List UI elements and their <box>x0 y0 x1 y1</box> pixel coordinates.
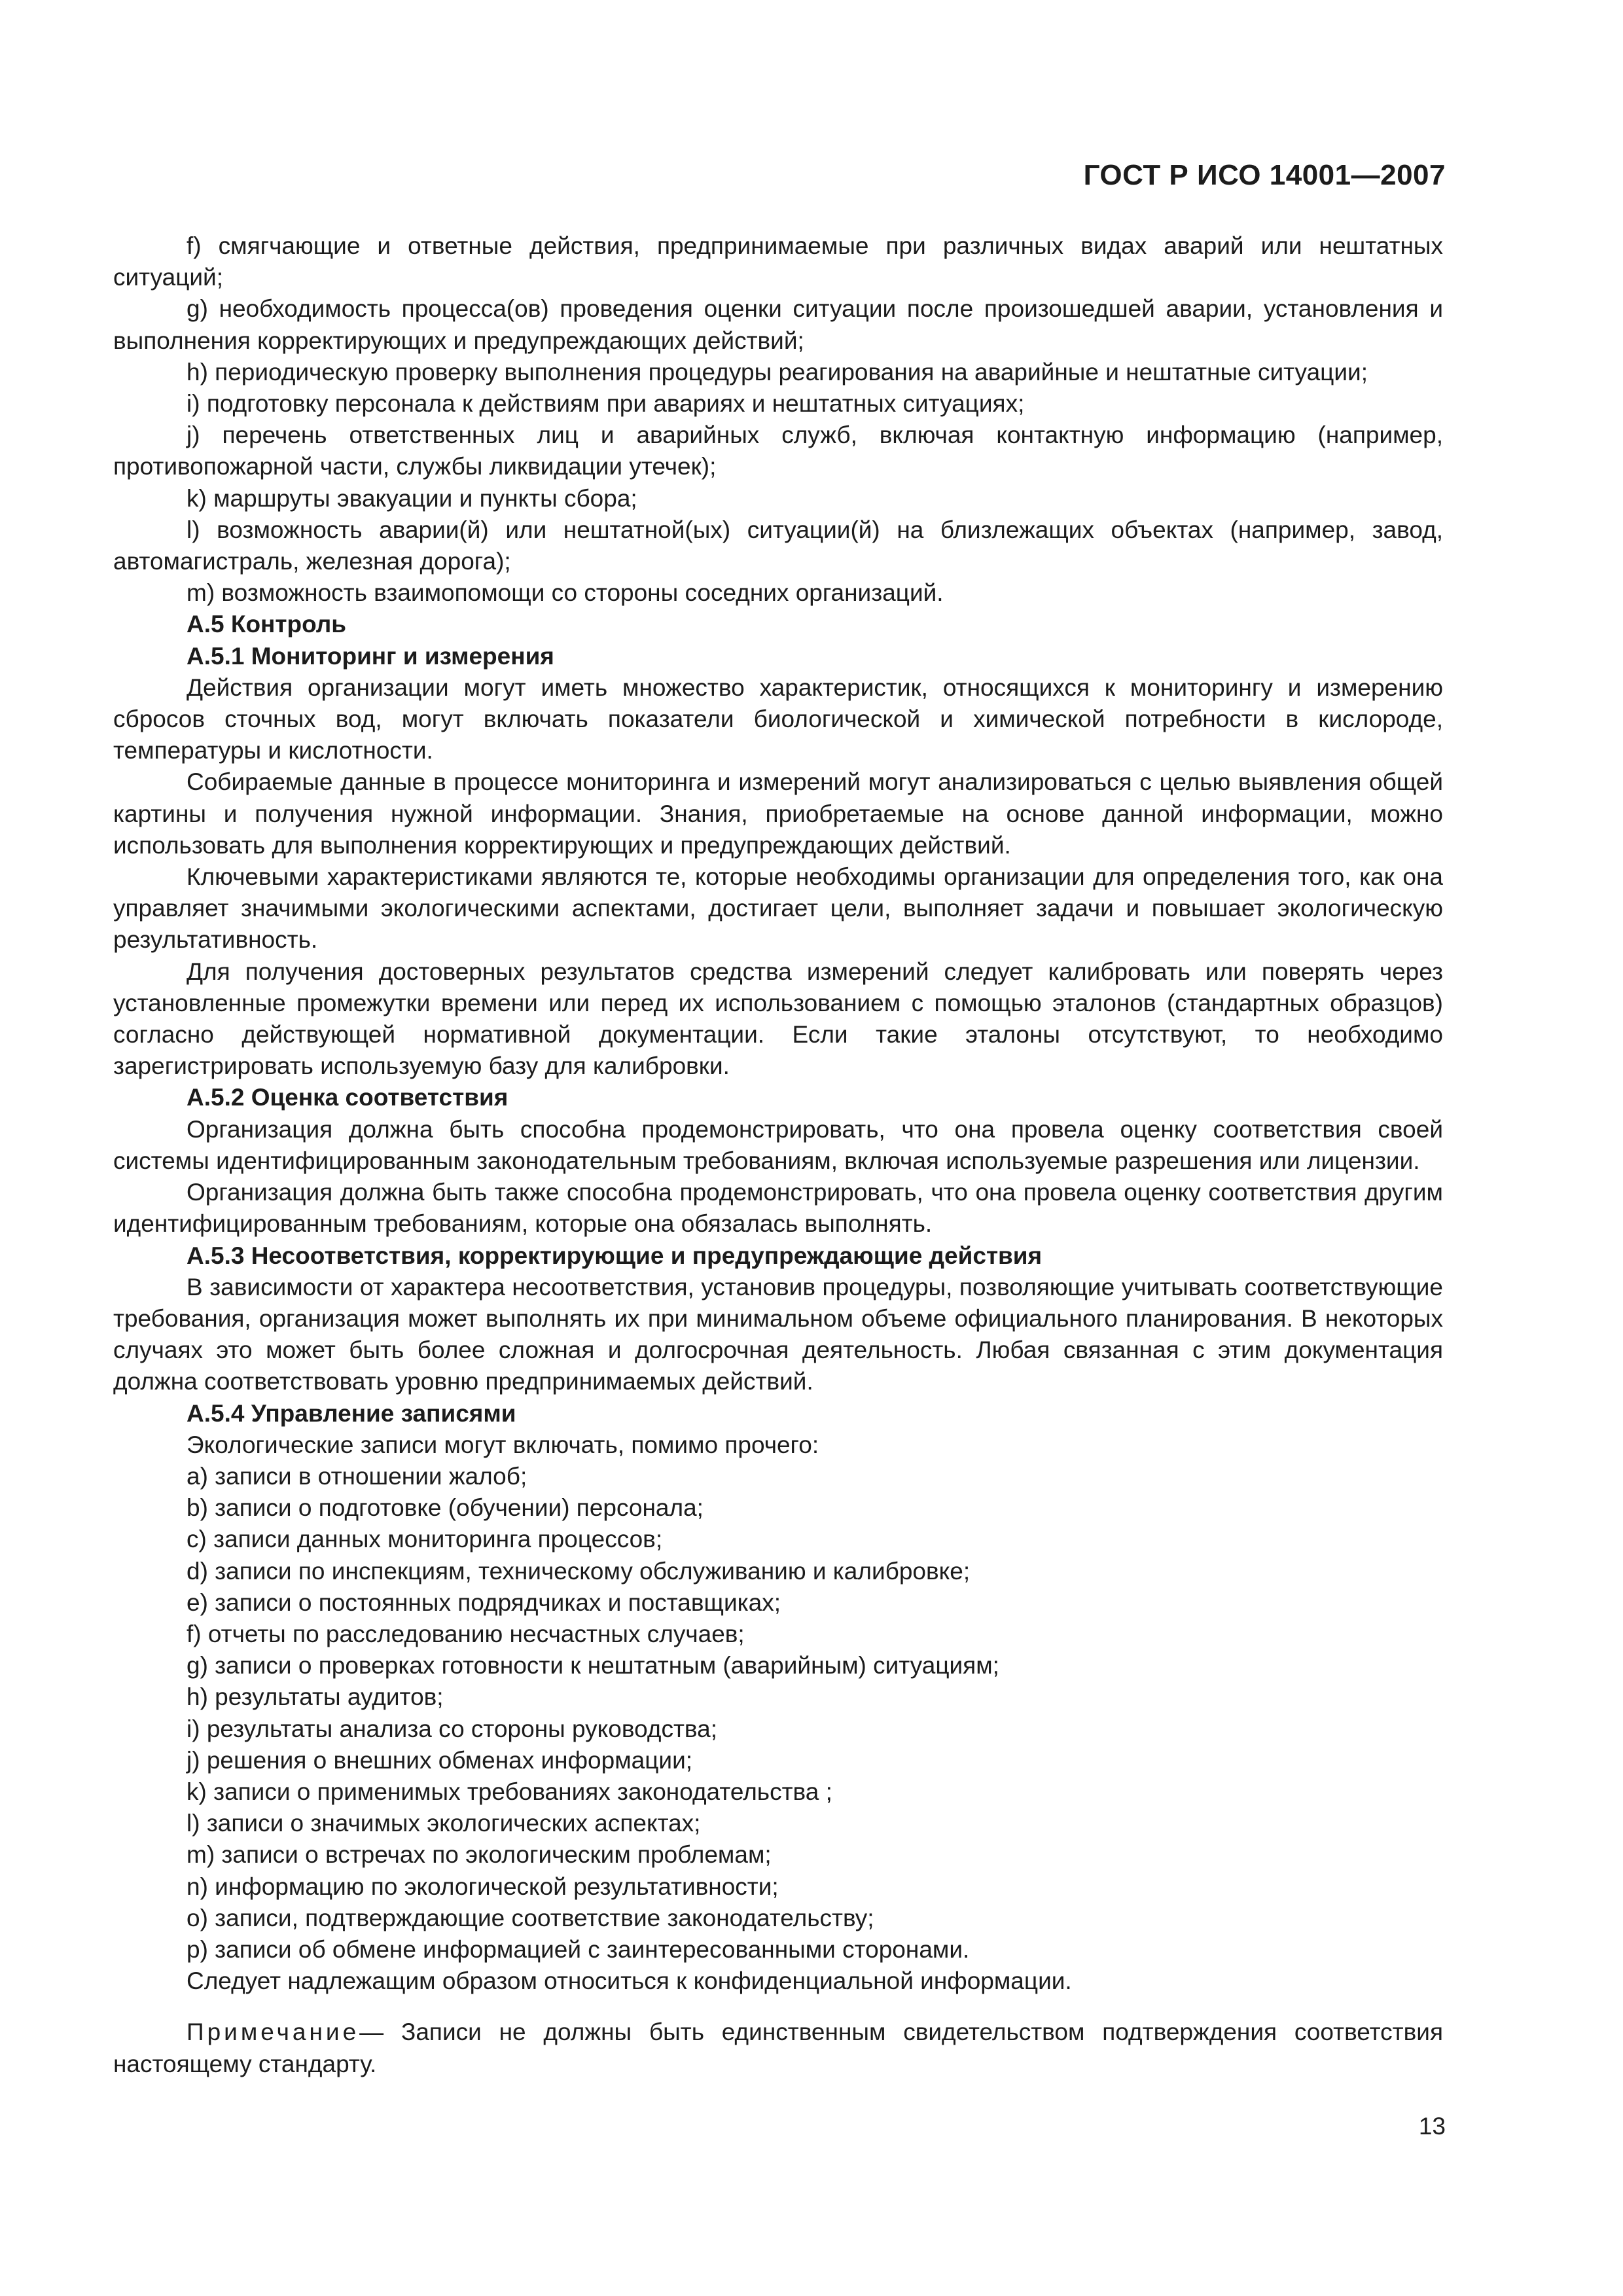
emergency-list <box>113 230 1443 609</box>
list-item: h) периодическую проверку выполнения процедуры реагирования на аварийные и нештатные ситуации; <box>187 358 1368 386</box>
list-item: g) необходимость процесса(ов) проведения оценки ситуации после произошедшей аварии, установления и выполнения корректирующих и предупреждающих действий; <box>113 295 1443 354</box>
paragraph: Ключевыми характеристиками являются те, которые необходимы организации для определения того, как она управляет значимыми экологическими аспектами, достигает цели, выполняет задачи и повышает экологическую результативность. <box>113 863 1443 954</box>
paragraph: Действия организации могут иметь множество характеристик, относящихся к мониторингу и измерению сбросов сточных вод, могут включать показатели биологической и химической потребности в кислороде, температуры и кислотности. <box>113 673 1443 764</box>
list-item: d) записи по инспекциям, техническому обслуживанию и калибровке; <box>187 1557 971 1585</box>
section-heading-a53: А.5.3 Несоответствия, корректирующие и предупреждающие действия <box>187 1242 1043 1269</box>
list-item: l) возможность аварии(й) или нештатной(ых) ситуации(й) на близлежащих объектах (например, завод, автомагистраль, железная дорога); <box>113 516 1443 575</box>
list-item: f) отчеты по расследованию несчастных случаев; <box>187 1620 745 1647</box>
paragraph: Собираемые данные в процессе мониторинга и измерений могут анализироваться с целью выявления общей картины и получения нужной информации. Знания, приобретаемые на основе данной информации, можно использовать для выполнения корректирующих и предупреждающих действий. <box>113 768 1443 859</box>
records-intro: Экологические записи могут включать, помимо прочего: <box>187 1431 819 1458</box>
section-heading-a54: А.5.4 Управление записями <box>187 1399 516 1427</box>
list-item: l) записи о значимых экологических аспектах; <box>187 1810 701 1837</box>
paragraph: Для получения достоверных результатов средства измерений следует калибровать или поверять через установленные промежутки времени или перед их использованием с помощью эталонов (стандартных образцов) согласно действующей нормативной документации. Если такие эталоны отсутствуют, то необходимо зарегистрировать используемую базу для калибровки. <box>113 958 1443 1080</box>
section-heading-a5: А.5 Контроль <box>187 611 347 638</box>
list-item: i) результаты анализа со стороны руководства; <box>187 1715 717 1742</box>
records-list <box>113 1461 1443 1965</box>
records-closing: Следует надлежащим образом относиться к конфиденциальной информации. <box>187 1967 1072 1995</box>
paragraph: Организация должна быть способна продемонстрировать, что она провела оценку соответствия своей системы идентифицированным законодательным требованиям, включая используемые разрешения или лицензии. <box>113 1115 1443 1174</box>
list-item: h) результаты аудитов; <box>187 1683 444 1711</box>
list-item: m) записи о встречах по экологическим проблемам; <box>187 1841 772 1869</box>
list-item: m) возможность взаимопомощи со стороны соседних организаций. <box>187 579 944 607</box>
list-item: b) записи о подготовке (обучении) персонала; <box>187 1494 704 1522</box>
list-item: j) перечень ответственных лиц и аварийных служб, включая контактную информацию (например, противопожарной части, службы ликвидации утечек); <box>113 422 1443 480</box>
section-heading-a51: А.5.1 Мониторинг и измерения <box>187 642 554 670</box>
document-header: ГОСТ Р ИСО 14001—2007 <box>1083 159 1446 191</box>
note <box>113 2017 1443 2079</box>
note-label: Примечание <box>187 2018 360 2046</box>
list-item: k) записи о применимых требованиях законодательства ; <box>187 1778 832 1805</box>
list-item: p) записи об обмене информацией с заинтересованными сторонами. <box>187 1935 970 1963</box>
list-item: o) записи, подтверждающие соответствие законодательству; <box>187 1904 874 1931</box>
list-item: k) маршруты эвакуации и пункты сбора; <box>187 484 637 512</box>
list-item: i) подготовку персонала к действиям при авариях и нештатных ситуациях; <box>187 390 1025 418</box>
page-number: 13 <box>1418 2113 1446 2140</box>
list-item: j) решения о внешних обменах информации; <box>187 1746 693 1774</box>
list-item: c) записи данных мониторинга процессов; <box>187 1526 663 1553</box>
list-item: f) смягчающие и ответные действия, предпринимаемые при различных видах аварий или нештатных ситуаций; <box>113 232 1443 291</box>
paragraph: Организация должна быть также способна продемонстрировать, что она провела оценку соответствия другим идентифицированным требованиям, которые она обязалась выполнять. <box>113 1179 1443 1238</box>
list-item: g) записи о проверках готовности к нештатным (аварийным) ситуациям; <box>187 1652 999 1679</box>
paragraph: В зависимости от характера несоответствия, установив процедуры, позволяющие учитывать соответствующие требования, организация может выполнять их при минимальном объеме официального планирования. В некоторых случаях это может быть более сложная и долгосрочная деятельность. Любая связанная с этим документация должна соответствовать уровню предпринимаемых действий. <box>113 1273 1443 1395</box>
page-content <box>113 230 1443 2080</box>
section-heading-a52: А.5.2 Оценка соответствия <box>187 1084 508 1111</box>
note-text: — Записи не должны быть единственным свидетельством подтверждения соответствия настоящему стандарту. <box>113 2018 1443 2077</box>
list-item: e) записи о постоянных подрядчиках и поставщиках; <box>187 1588 781 1616</box>
list-item: a) записи в отношении жалоб; <box>187 1462 527 1490</box>
list-item: n) информацию по экологической результативности; <box>187 1873 779 1900</box>
